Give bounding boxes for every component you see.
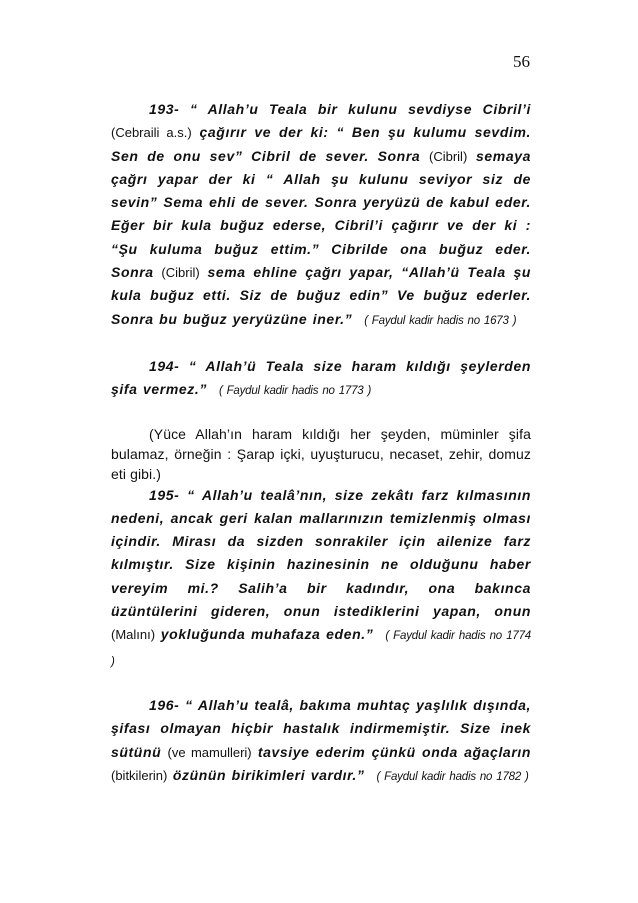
hadith-193-note-2: (Cibril) (429, 148, 468, 164)
hadith-193-text-1: 193- “ Allah’u Teala bir kulunu sevdiyse Cibril’i (149, 101, 531, 117)
hadith-193-text-4: sema ehline çağrı yapar, “Allah’ü Teala şu kula buğuz etti. Siz de buğuz edin” Ve buğuz ederler. Sonra bu buğuz yeryüzüne iner.” (111, 264, 531, 327)
hadith-195-text-2: yokluğunda muhafaza eden.” (155, 626, 374, 643)
hadith-196-note-2: (bitkilerin) (111, 767, 168, 783)
hadith-196-text-1: 196- “ Allah’u tealâ, bakıma muhtaç yaşlılık dışında, şifası olmayan hiçbir hastalık indirmemiştir. Size inek sütünü (111, 696, 531, 760)
hadith-195-reference: ( Faydul kadir hadis no 1774 ) (111, 630, 531, 668)
hadith-195 (111, 484, 531, 674)
hadith-195-note-1: (Malını) (111, 627, 156, 643)
hadith-193-text-3: semaya çağrı yapar der ki “ Allah şu kulunu seviyor siz de sevin” Sema ehli de sever. Sonra yeryüzü de kabul eder. Eğer bir kula buğuz ederse, Cibril’i çağırır ve der ki : “Şu kuluma buğuz ettim.” Cibrilde ona buğuz eder. Sonra (111, 147, 531, 281)
hadith-194 (111, 355, 531, 404)
hadith-194-text-1: 194- “ Allah’ü Teala size haram kıldığı şeylerden şifa vermez.” (111, 357, 531, 398)
hadith-196-note-1: (ve mamulleri) (167, 744, 252, 760)
page-number: 56 (513, 52, 530, 71)
hadith-193-text-2: çağırır ve der ki: “ Ben şu kulumu sevdim. Sen de onu sev” Cibril de sever. Sonra (111, 124, 531, 164)
note-194: (Yüce Allah’ın haram kıldığı her şeyden, müminler şifa bulamaz, örneğin : Şarap içki, uyuşturucu, necaset, zehir, domuz eti gibi.) (111, 425, 531, 482)
hadith-193-reference: ( Faydul kadir hadis no 1673 ) (364, 314, 517, 327)
spacer (111, 404, 531, 424)
hadith-196-text-3: özünün birikimleri vardır.” (167, 766, 365, 783)
hadith-196 (111, 694, 531, 789)
page-content (111, 98, 531, 789)
hadith-195-text-1: 195- “ Allah’u tealâ’nın, size zekâtı farz kılmasının nedeni, ancak geri kalan mallarınızın temizlenmiş olması içindir. Mirası da sizden sonrakiler için ailenize farz kılmıştır. Size kişinin hazinesinin ne olduğunu haber vereyim mi.? Salih’a bir kadındır, ona bakınca üzüntülerini gideren, onun istediklerini yapan, onun (111, 486, 531, 620)
hadith-193 (111, 98, 531, 333)
hadith-196-text-2: tavsiye ederim çünkü onda ağaçların (251, 743, 532, 760)
hadith-193-note-1: (Cebraili a.s.) (111, 125, 192, 141)
spacer (111, 674, 531, 694)
hadith-196-reference: ( Faydul kadir hadis no 1782 ) (376, 770, 529, 783)
hadith-194-reference: ( Faydul kadir hadis no 1773 ) (218, 385, 372, 398)
spacer (111, 333, 531, 355)
hadith-193-note-3: (Cibril) (161, 265, 200, 281)
